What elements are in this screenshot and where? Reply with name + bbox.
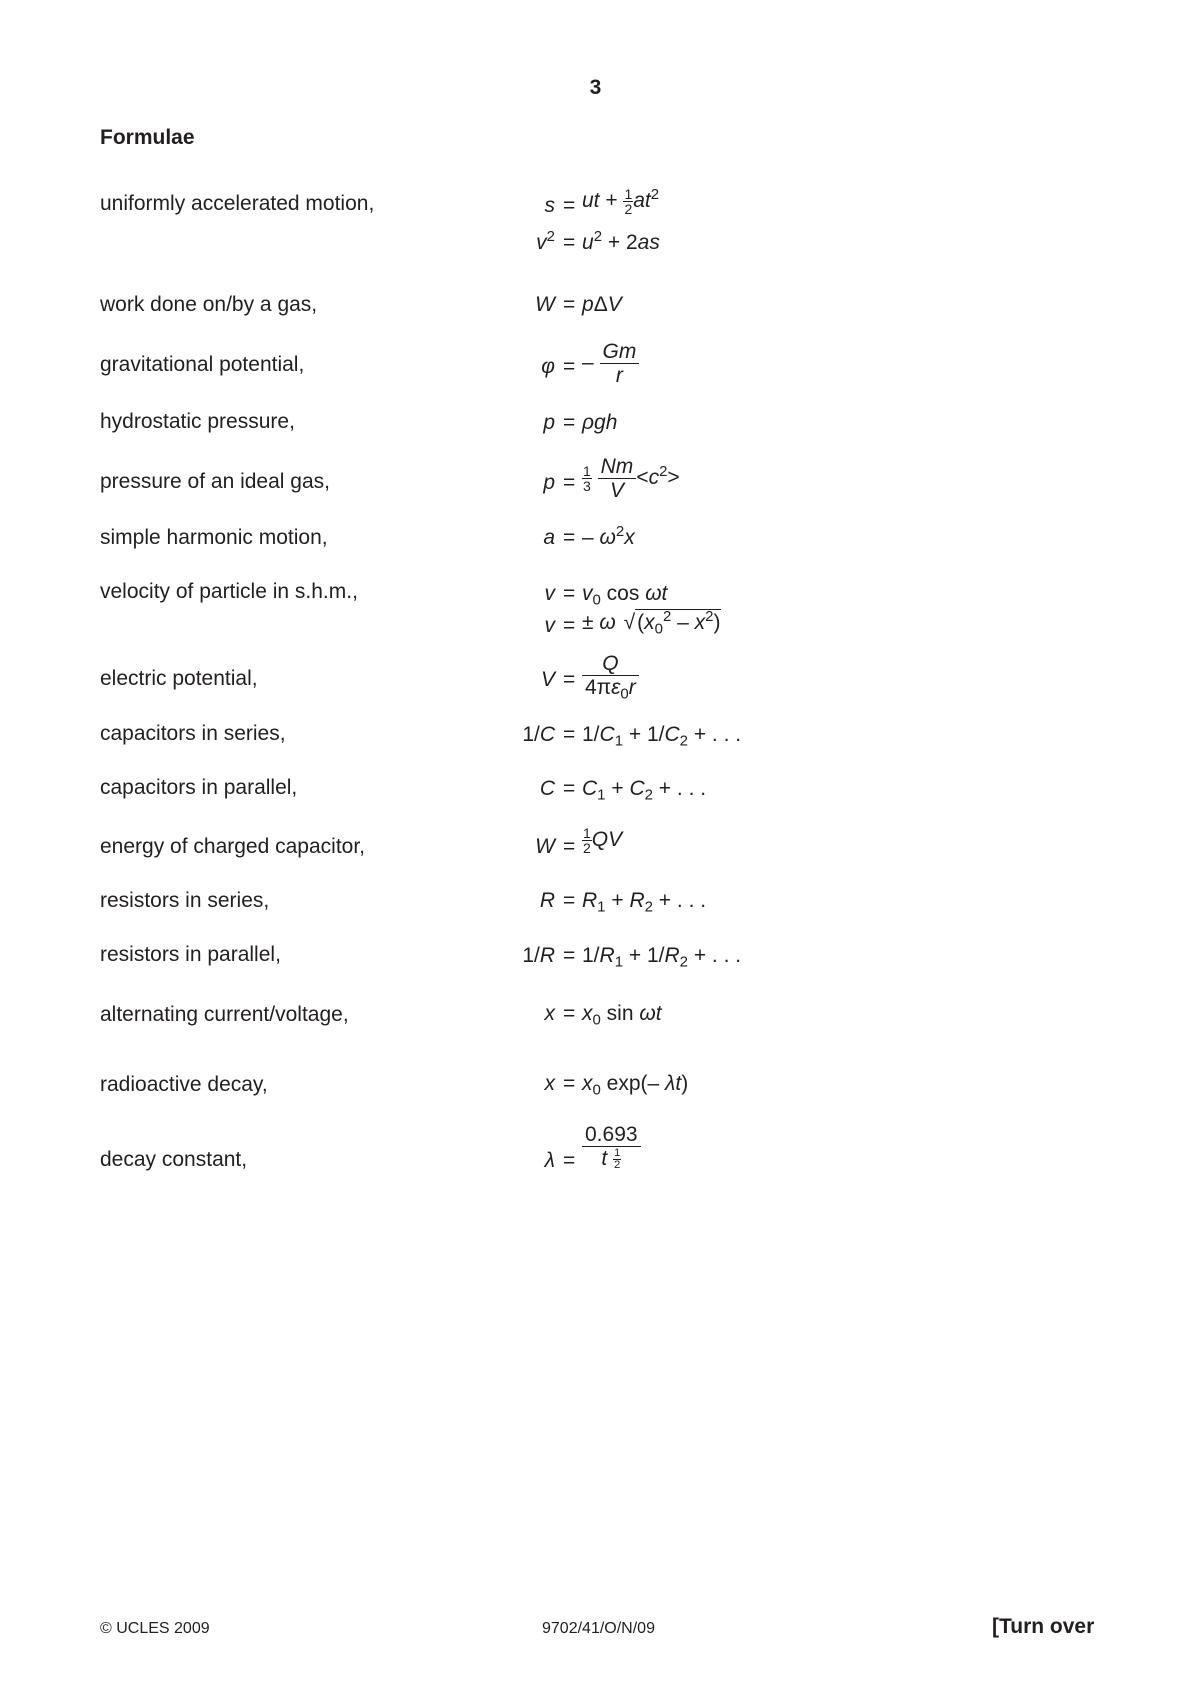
label-cap-energy: energy of charged capacitor, — [100, 835, 366, 858]
eq-res-parallel-equals: = — [563, 944, 576, 967]
eq-vel-1-rhs: $v_0$ cos ωt — [582, 582, 668, 609]
eq-suvat-1-rhs: ut + $\frac{1}{2}$ $at^2$ — [582, 185, 660, 217]
eq-res-series-lhs: R — [539, 889, 555, 912]
eq-ideal-lhs: p — [543, 471, 555, 494]
eq-grav-rhs: – $\frac{Gm}{r}$ — [582, 341, 639, 386]
eq-res-series-equals: = — [563, 889, 576, 912]
eq-shm-rhs: – $\omega^2x$ — [582, 522, 635, 549]
eq-work-equals: = — [563, 293, 576, 316]
section-title: Formulae — [100, 126, 195, 149]
label-ac: alternating current/voltage, — [100, 1003, 349, 1026]
eq-work-rhs: pΔV — [582, 293, 622, 316]
label-radioactive-decay: radioactive decay, — [100, 1073, 268, 1096]
eq-vel-2-rhs: ± ω $√(x_0^2 - x^2)$ — [582, 607, 721, 638]
eq-cap-parallel-lhs: C — [539, 777, 555, 800]
eq-suvat-1-equals: = — [563, 194, 576, 217]
label-ideal-gas: pressure of an ideal gas, — [100, 470, 330, 493]
eq-res-parallel-lhs: 1/R — [522, 944, 555, 967]
eq-res-parallel-rhs: $1/R_1 + 1/R_2$ + . . . — [582, 944, 742, 971]
eq-cap-energy-rhs: $\frac{1}{2}$ QV — [583, 825, 623, 856]
eq-cap-energy-lhs: W — [535, 835, 555, 858]
label-grav-potential: gravitational potential, — [100, 353, 305, 376]
eq-suvat-2-lhs: $v^2$ — [536, 227, 555, 254]
eq-decay-const-rhs: 0.693 t $\frac{1}{2}$ — [582, 1124, 641, 1171]
eq-res-series-rhs: $R_1 + R_2$ + . . . — [582, 889, 707, 916]
eq-decay-const-lhs: λ — [544, 1149, 555, 1172]
eq-shm-equals: = — [563, 526, 576, 549]
label-velocity-shm: velocity of particle in s.h.m., — [100, 580, 358, 603]
label-res-parallel: resistors in parallel, — [100, 943, 281, 966]
eq-ideal-rhs: $\frac{1}{3}$ $\frac{Nm}{V}$ $<c^2>$ — [583, 455, 680, 502]
label-decay-constant: decay constant, — [100, 1148, 248, 1171]
eq-elec-rhs: $\frac{Q}{4\pi\varepsilon_0r}$ — [582, 653, 639, 698]
footer-turn-over: [Turn over — [992, 1615, 1095, 1638]
label-shm: simple harmonic motion, — [100, 526, 328, 549]
eq-elec-equals: = — [563, 668, 576, 691]
eq-shm-lhs: a — [543, 526, 555, 549]
label-cap-series: capacitors in series, — [100, 722, 286, 745]
eq-cap-series-lhs: 1/C — [522, 723, 555, 746]
eq-cap-series-equals: = — [563, 723, 576, 746]
eq-decay-const-equals: = — [563, 1149, 576, 1172]
eq-ac-lhs: x — [544, 1002, 555, 1025]
eq-vel-2-equals: = — [563, 614, 576, 637]
label-res-series: resistors in series, — [100, 889, 270, 912]
eq-elec-lhs: V — [540, 668, 555, 691]
eq-suvat-2-equals: = — [563, 231, 576, 254]
eq-hydro-equals: = — [563, 411, 576, 434]
label-electric-potential: electric potential, — [100, 667, 258, 690]
eq-grav-equals: = — [563, 355, 576, 378]
eq-cap-series-rhs: $1/C_1 + 1/C_2$ + . . . — [582, 723, 742, 750]
label-uniform-motion: uniformly accelerated motion, — [100, 192, 375, 215]
eq-vel-1-lhs: v — [544, 582, 555, 605]
eq-grav-lhs: φ — [541, 355, 555, 378]
eq-suvat-1-lhs: s — [544, 194, 555, 217]
eq-vel-2-lhs: v — [544, 614, 555, 637]
eq-ac-equals: = — [563, 1002, 576, 1025]
eq-decay-equals: = — [563, 1072, 576, 1095]
label-cap-parallel: capacitors in parallel, — [100, 776, 298, 799]
eq-work-lhs: W — [535, 293, 555, 316]
eq-decay-lhs: x — [544, 1072, 555, 1095]
page-number: 3 — [589, 76, 602, 99]
footer-copyright: © UCLES 2009 — [100, 1620, 210, 1637]
eq-vel-1-equals: = — [563, 582, 576, 605]
eq-cap-parallel-equals: = — [563, 777, 576, 800]
footer-paper-code: 9702/41/O/N/09 — [542, 1620, 655, 1637]
label-hydrostatic: hydrostatic pressure, — [100, 410, 295, 433]
eq-cap-energy-equals: = — [563, 835, 576, 858]
eq-ac-rhs: $x_0$ sin ωt — [582, 1002, 662, 1029]
label-work-gas: work done on/by a gas, — [100, 293, 318, 316]
eq-ideal-equals: = — [563, 471, 576, 494]
decay-numerator: 0.693 — [582, 1124, 641, 1147]
eq-hydro-lhs: p — [543, 411, 555, 434]
eq-suvat-2-rhs: $u^2 + 2as$ — [582, 227, 660, 254]
eq-decay-rhs: $x_0$ exp(– λt) — [582, 1072, 689, 1099]
eq-hydro-rhs: ρgh — [582, 411, 618, 434]
eq-cap-parallel-rhs: $C_1 + C_2$ + . . . — [582, 777, 707, 804]
